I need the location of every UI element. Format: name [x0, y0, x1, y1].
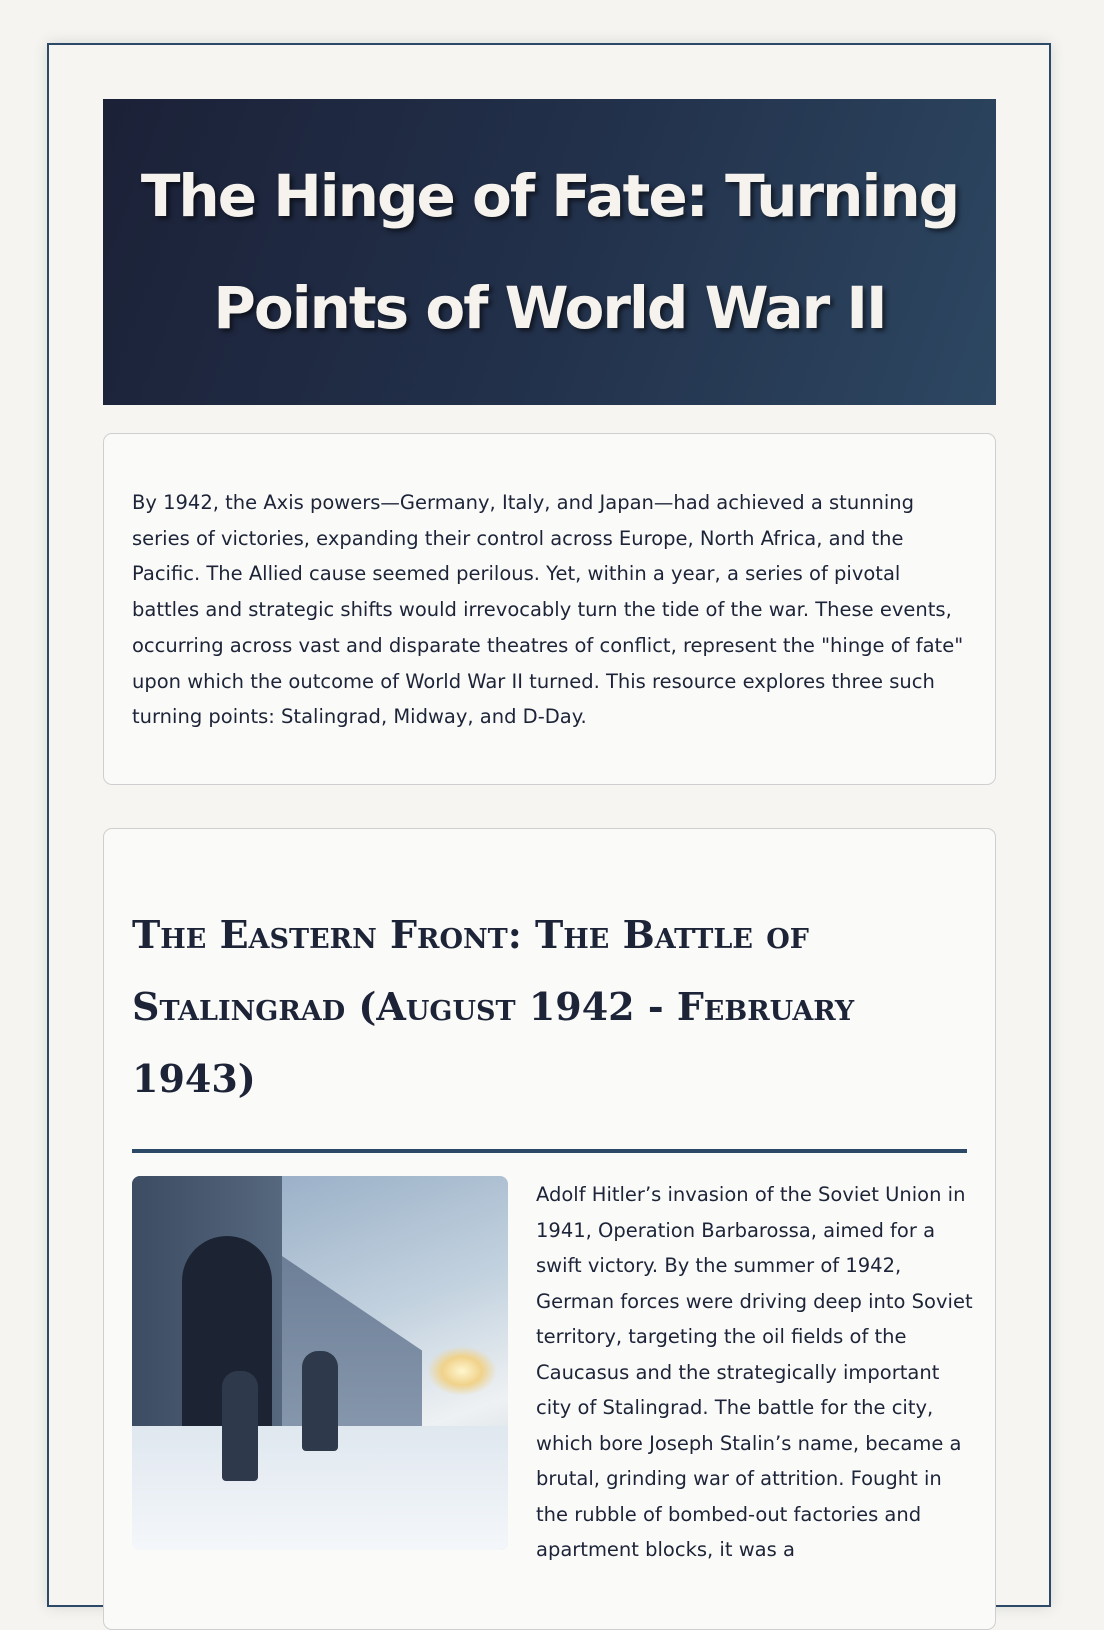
- image-soldier: [222, 1371, 258, 1481]
- image-soldier: [302, 1351, 338, 1451]
- heading-divider: [132, 1149, 967, 1153]
- page-header: [103, 99, 996, 405]
- intro-text: By 1942, the Axis powers—Germany, Italy, and Japan—had achieved a stunning series of victories, expanding their control across Europe, North Africa, and the Pacific. The Allied cause seemed perilous. Yet, within a year, a series of pivotal battles and strategic shifts would irrevocably turn the tide of the war. These events, occurring across vast and disparate theatres of conflict, represent the "hinge of fate" upon which the outcome of World War II turned. This resource explores three such turning points: Stalingrad, Midway, and D-Day.: [132, 491, 964, 729]
- page-title: The Hinge of Fate: Turning Points of World War II: [140, 162, 959, 342]
- page-container: [47, 43, 1051, 1607]
- section-stalingrad: [103, 828, 996, 1630]
- section-body: Adolf Hitler’s invasion of the Soviet Union in 1941, Operation Barbarossa, aimed for a swift victory. By the summer of 1942, German forces were driving deep into Soviet territory, targeting the oil fields of the Caucasus and the strategically important city of Stalingrad. The battle for the city, which bore Joseph Stalin’s name, became a brutal, grinding war of attrition. Fought in the rubble of bombed-out factories and apartment blocks, it was a: [536, 1183, 973, 1561]
- section-heading: The Eastern Front: The Battle of Stalingrad (August 1942 - February 1943): [132, 912, 855, 1101]
- stalingrad-image: [132, 1176, 508, 1550]
- image-sun: [427, 1346, 497, 1396]
- intro-card: [103, 433, 996, 785]
